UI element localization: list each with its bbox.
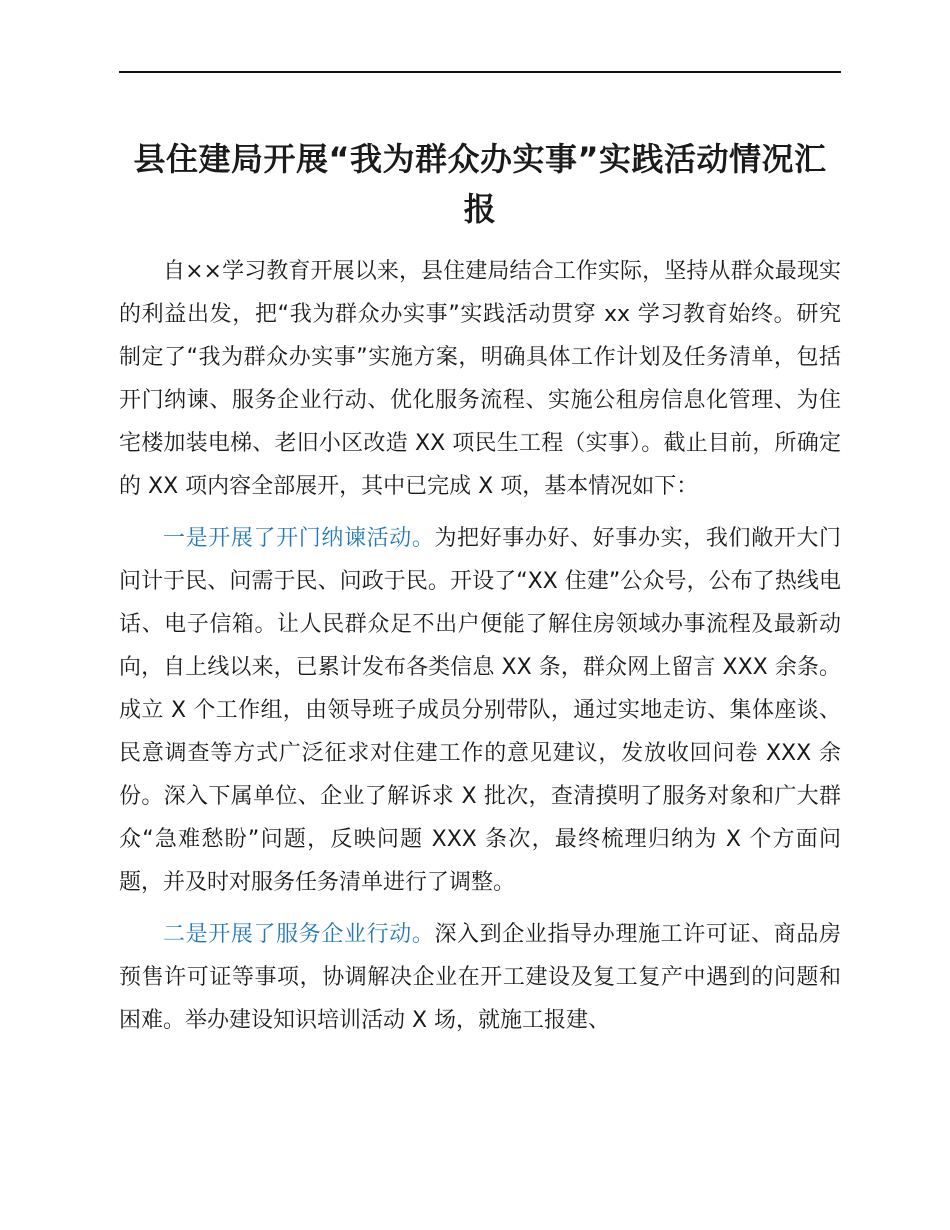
header-rule bbox=[119, 71, 841, 73]
paragraph-text: 为把好事办好、好事办实，我们敞开大门问计于民、问需于民、问政于民。开设了“XX 住建”公众号，公布了热线电话、电子信箱。让人民群众足不出户便能了解住房领域办事流程及最新动向，自上线以来，已累计发布各类信息 XX 条，群众网上留言 XXX 余条。成立 X 个工作组，由领导班子成员分别带队，通过实地走访、集体座谈、民意调查等方式广泛征求对住建工作的意见建议，发放收回问卷 XXX 余份。深入下属单位、企业了解诉求 X 批次，查清摸明了服务对象和广大群众“急难愁盼”问题，反映问题 XXX 条次，最终梳理归纳为 X 个方面问题，并及时对服务任务清单进行了调整。 bbox=[119, 526, 841, 895]
section-heading-2: 二是开展了服务企业行动。 bbox=[163, 922, 435, 947]
section-paragraph-2 bbox=[119, 913, 841, 1042]
paragraph-text: 自××学习教育开展以来，县住建局结合工作实际，坚持从群众最现实的利益出发，把“我为群众办实事”实践活动贯穿 xx 学习教育始终。研究制定了“我为群众办实事”实施方案，明确具体工作计划及任务清单，包括开门纳谏、服务企业行动、优化服务流程、实施公租房信息化管理、为住宅楼加装电梯、老旧小区改造 XX 项民生工程（实事）。截止目前，所确定的 XX 项内容全部展开，其中已完成 X 项，基本情况如下： bbox=[119, 259, 841, 499]
intro-paragraph bbox=[119, 250, 841, 508]
paragraph-text: 深入到企业指导办理施工许可证、商品房预售许可证等事项，协调解决企业在开工建设及复工复产中遇到的问题和困难。举办建设知识培训活动 X 场，就施工报建、 bbox=[119, 922, 841, 1033]
document-title: 县住建局开展“我为群众办实事”实践活动情况汇报 bbox=[133, 140, 827, 228]
section-heading-1: 一是开展了开门纳谏活动。 bbox=[163, 526, 435, 551]
section-paragraph-1 bbox=[119, 517, 841, 904]
document-body bbox=[119, 250, 841, 1042]
